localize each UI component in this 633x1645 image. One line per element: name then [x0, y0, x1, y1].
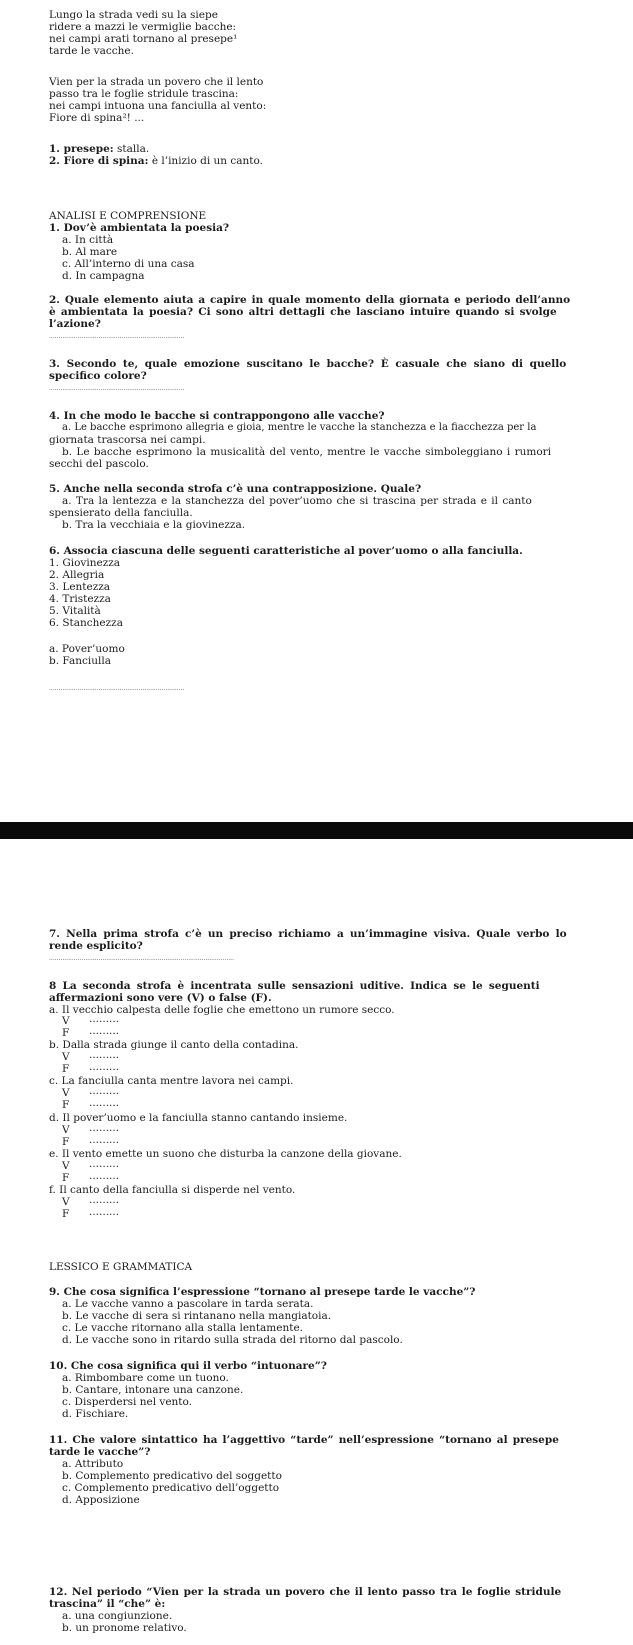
true-answer[interactable]: .........	[89, 1013, 120, 1025]
true-label: V	[62, 1124, 70, 1136]
option: a. Rimbombare come un tuono.	[62, 1372, 229, 1384]
question-1: 1. Dov’è ambientata la poesia?	[49, 222, 230, 234]
footnote-term: 2. Fiore di spina:	[49, 155, 149, 167]
option: spensierato della fanciulla.	[49, 507, 193, 519]
true-answer[interactable]: .........	[89, 1158, 120, 1170]
question-3: 3. Secondo te, quale emozione suscitano le bacche? È casuale che siano di quello	[49, 358, 567, 370]
false-label: F	[62, 1136, 70, 1148]
question-2: è ambientata la poesia? Ci sono altri dettagli che lasciano intuire quando si svolge	[49, 306, 557, 318]
question-2: 2. Quale elemento aiuta a capire in quale momento della giornata e periodo dell’anno	[49, 294, 571, 306]
question-11: 11. Che valore sintattico ha l’aggettivo “tarde” nell’espressione “tornano al presepe	[49, 1434, 559, 1446]
item: 4. Tristezza	[49, 593, 111, 605]
option: c. Complemento predicativo dell’oggetto	[62, 1482, 280, 1494]
question-7: 7. Nella prima strofa c’è un preciso richiamo a un’immagine visiva. Quale verbo lo	[49, 928, 567, 940]
question-12: trascina” il “che” è:	[49, 1598, 166, 1610]
option: a. Le vacche vanno a pascolare in tarda serata.	[62, 1298, 314, 1310]
false-label: F	[62, 1027, 70, 1039]
false-label: F	[62, 1172, 70, 1184]
false-label: F	[62, 1063, 70, 1075]
section-heading: ANALISI E COMPRENSIONE	[49, 210, 207, 222]
footnote	[49, 143, 149, 155]
false-label: F	[62, 1208, 70, 1220]
statement: d. Il pover’uomo e la fanciulla stanno cantando insieme.	[49, 1112, 348, 1124]
question-3: specifico colore?	[49, 370, 147, 382]
poem-line: nei campi arati tornano al presepe¹	[49, 33, 238, 45]
poem-line: nei campi intuona una fanciulla al vento:	[49, 100, 267, 112]
choice: b. Fanciulla	[49, 655, 111, 667]
section-heading: LESSICO E GRAMMATICA	[49, 1261, 193, 1273]
true-label: V	[62, 1196, 70, 1208]
false-answer[interactable]: .........	[89, 1134, 120, 1146]
footnote-text: stalla.	[113, 143, 150, 155]
option: c. All’interno di una casa	[62, 258, 195, 270]
option: giornata trascorsa nei campi.	[49, 434, 206, 446]
statement: b. Dalla strada giunge il canto della contadina.	[49, 1039, 299, 1051]
question-6: 6. Associa ciascuna delle seguenti caratteristiche al pover’uomo o alla fanciulla.	[49, 545, 523, 557]
false-answer[interactable]: .........	[89, 1097, 120, 1109]
item: 1. Giovinezza	[49, 557, 121, 569]
option: d. Le vacche sono in ritardo sulla strada del ritorno dal pascolo.	[62, 1334, 403, 1346]
item: 5. Vitalità	[49, 605, 101, 617]
false-answer[interactable]: .........	[89, 1061, 120, 1073]
false-label: F	[62, 1099, 70, 1111]
item: 6. Stanchezza	[49, 617, 123, 629]
question-7: rende esplicito?	[49, 940, 143, 952]
true-answer[interactable]: .........	[89, 1085, 120, 1097]
question-9: 9. Che cosa significa l’espressione “tornano al presepe tarde le vacche”?	[49, 1286, 476, 1298]
true-label: V	[62, 1051, 70, 1063]
true-label: V	[62, 1087, 70, 1099]
question-4: 4. In che modo le bacche si contrappongono alle vacche?	[49, 410, 385, 422]
option: b. Le bacche esprimono la musicalità del vento, mentre le vacche simboleggiano i rumori	[62, 446, 552, 458]
option: a. In città	[62, 234, 114, 246]
item: 2. Allegria	[49, 569, 105, 581]
answer-line[interactable]: .......................................................................	[49, 685, 185, 692]
choice: a. Pover’uomo	[49, 643, 125, 655]
option: b. un pronome relativo.	[62, 1622, 187, 1634]
poem-line: Vien per la strada un povero che il lento	[49, 76, 264, 88]
question-11: tarde le vacche”?	[49, 1446, 151, 1458]
poem-line: passo tra le foglie stridule trascina:	[49, 88, 239, 100]
option: a. Attributo	[62, 1458, 124, 1470]
false-answer[interactable]: .........	[89, 1025, 120, 1037]
question-12: 12. Nel periodo “Vien per la strada un povero che il lento passo tra le foglie stridule	[49, 1586, 562, 1598]
option: c. Le vacche ritornano alla stalla lentamente.	[62, 1322, 304, 1334]
option: b. Tra la vecchiaia e la giovinezza.	[62, 519, 246, 531]
question-8: 8 La seconda strofa è incentrata sulle sensazioni uditive. Indica se le seguenti	[49, 980, 540, 992]
poem-line: ridere a mazzi le vermiglie bacche:	[49, 21, 237, 33]
option: a. Tra la lentezza e la stanchezza del pover’uomo che si trascina per strada e il canto	[62, 495, 532, 507]
statement: a. Il vecchio calpesta delle foglie che emettono un rumore secco.	[49, 1004, 395, 1016]
statement: e. Il vento emette un suono che disturba la canzone della giovane.	[49, 1148, 402, 1160]
option: b. Complemento predicativo del soggetto	[62, 1470, 282, 1482]
answer-line[interactable]: .......................................................................	[49, 333, 185, 340]
true-label: V	[62, 1015, 70, 1027]
true-answer[interactable]: .........	[89, 1122, 120, 1134]
false-answer[interactable]: .........	[89, 1206, 120, 1218]
true-answer[interactable]: .........	[89, 1049, 120, 1061]
statement: c. La fanciulla canta mentre lavora nei campi.	[49, 1075, 294, 1087]
option: c. Disperdersi nel vento.	[62, 1396, 192, 1408]
question-5: 5. Anche nella seconda strofa c’è una contrapposizione. Quale?	[49, 483, 422, 495]
statement: f. Il canto della fanciulla si disperde nel vento.	[49, 1184, 296, 1196]
option: a. una congiunzione.	[62, 1610, 173, 1622]
option: d. In campagna	[62, 270, 145, 282]
true-answer[interactable]: .........	[89, 1194, 120, 1206]
option: d. Apposizione	[62, 1494, 140, 1506]
option: b. Cantare, intonare una canzone.	[62, 1384, 244, 1396]
option: secchi del pascolo.	[49, 458, 149, 470]
poem-line: Lungo la strada vedi su la siepe	[49, 9, 218, 21]
option: a. Le bacche esprimono allegria e gioia, mentre le vacche la stanchezza e la fiacchezza per la	[62, 422, 537, 433]
option: b. Al mare	[62, 246, 118, 258]
poem-line: tarde le vacche.	[49, 45, 134, 57]
question-2: l’azione?	[49, 318, 101, 330]
page-divider	[0, 822, 633, 839]
true-label: V	[62, 1160, 70, 1172]
footnote-term: 1. presepe:	[49, 143, 114, 155]
answer-line[interactable]: .......................................................................	[49, 385, 185, 392]
poem-line: Fiore di spina²! ...	[49, 112, 145, 124]
answer-line[interactable]: .................................................................................................	[49, 955, 235, 962]
item: 3. Lentezza	[49, 581, 111, 593]
option: b. Le vacche di sera si rintanano nella mangiatoia.	[62, 1310, 332, 1322]
question-8: affermazioni sono vere (V) o false (F).	[49, 992, 272, 1004]
footnote	[49, 155, 263, 167]
false-answer[interactable]: .........	[89, 1170, 120, 1182]
question-10: 10. Che cosa significa qui il verbo “intuonare”?	[49, 1360, 327, 1372]
footnote-text: è l’inizio di un canto.	[148, 155, 263, 167]
option: d. Fischiare.	[62, 1408, 129, 1420]
